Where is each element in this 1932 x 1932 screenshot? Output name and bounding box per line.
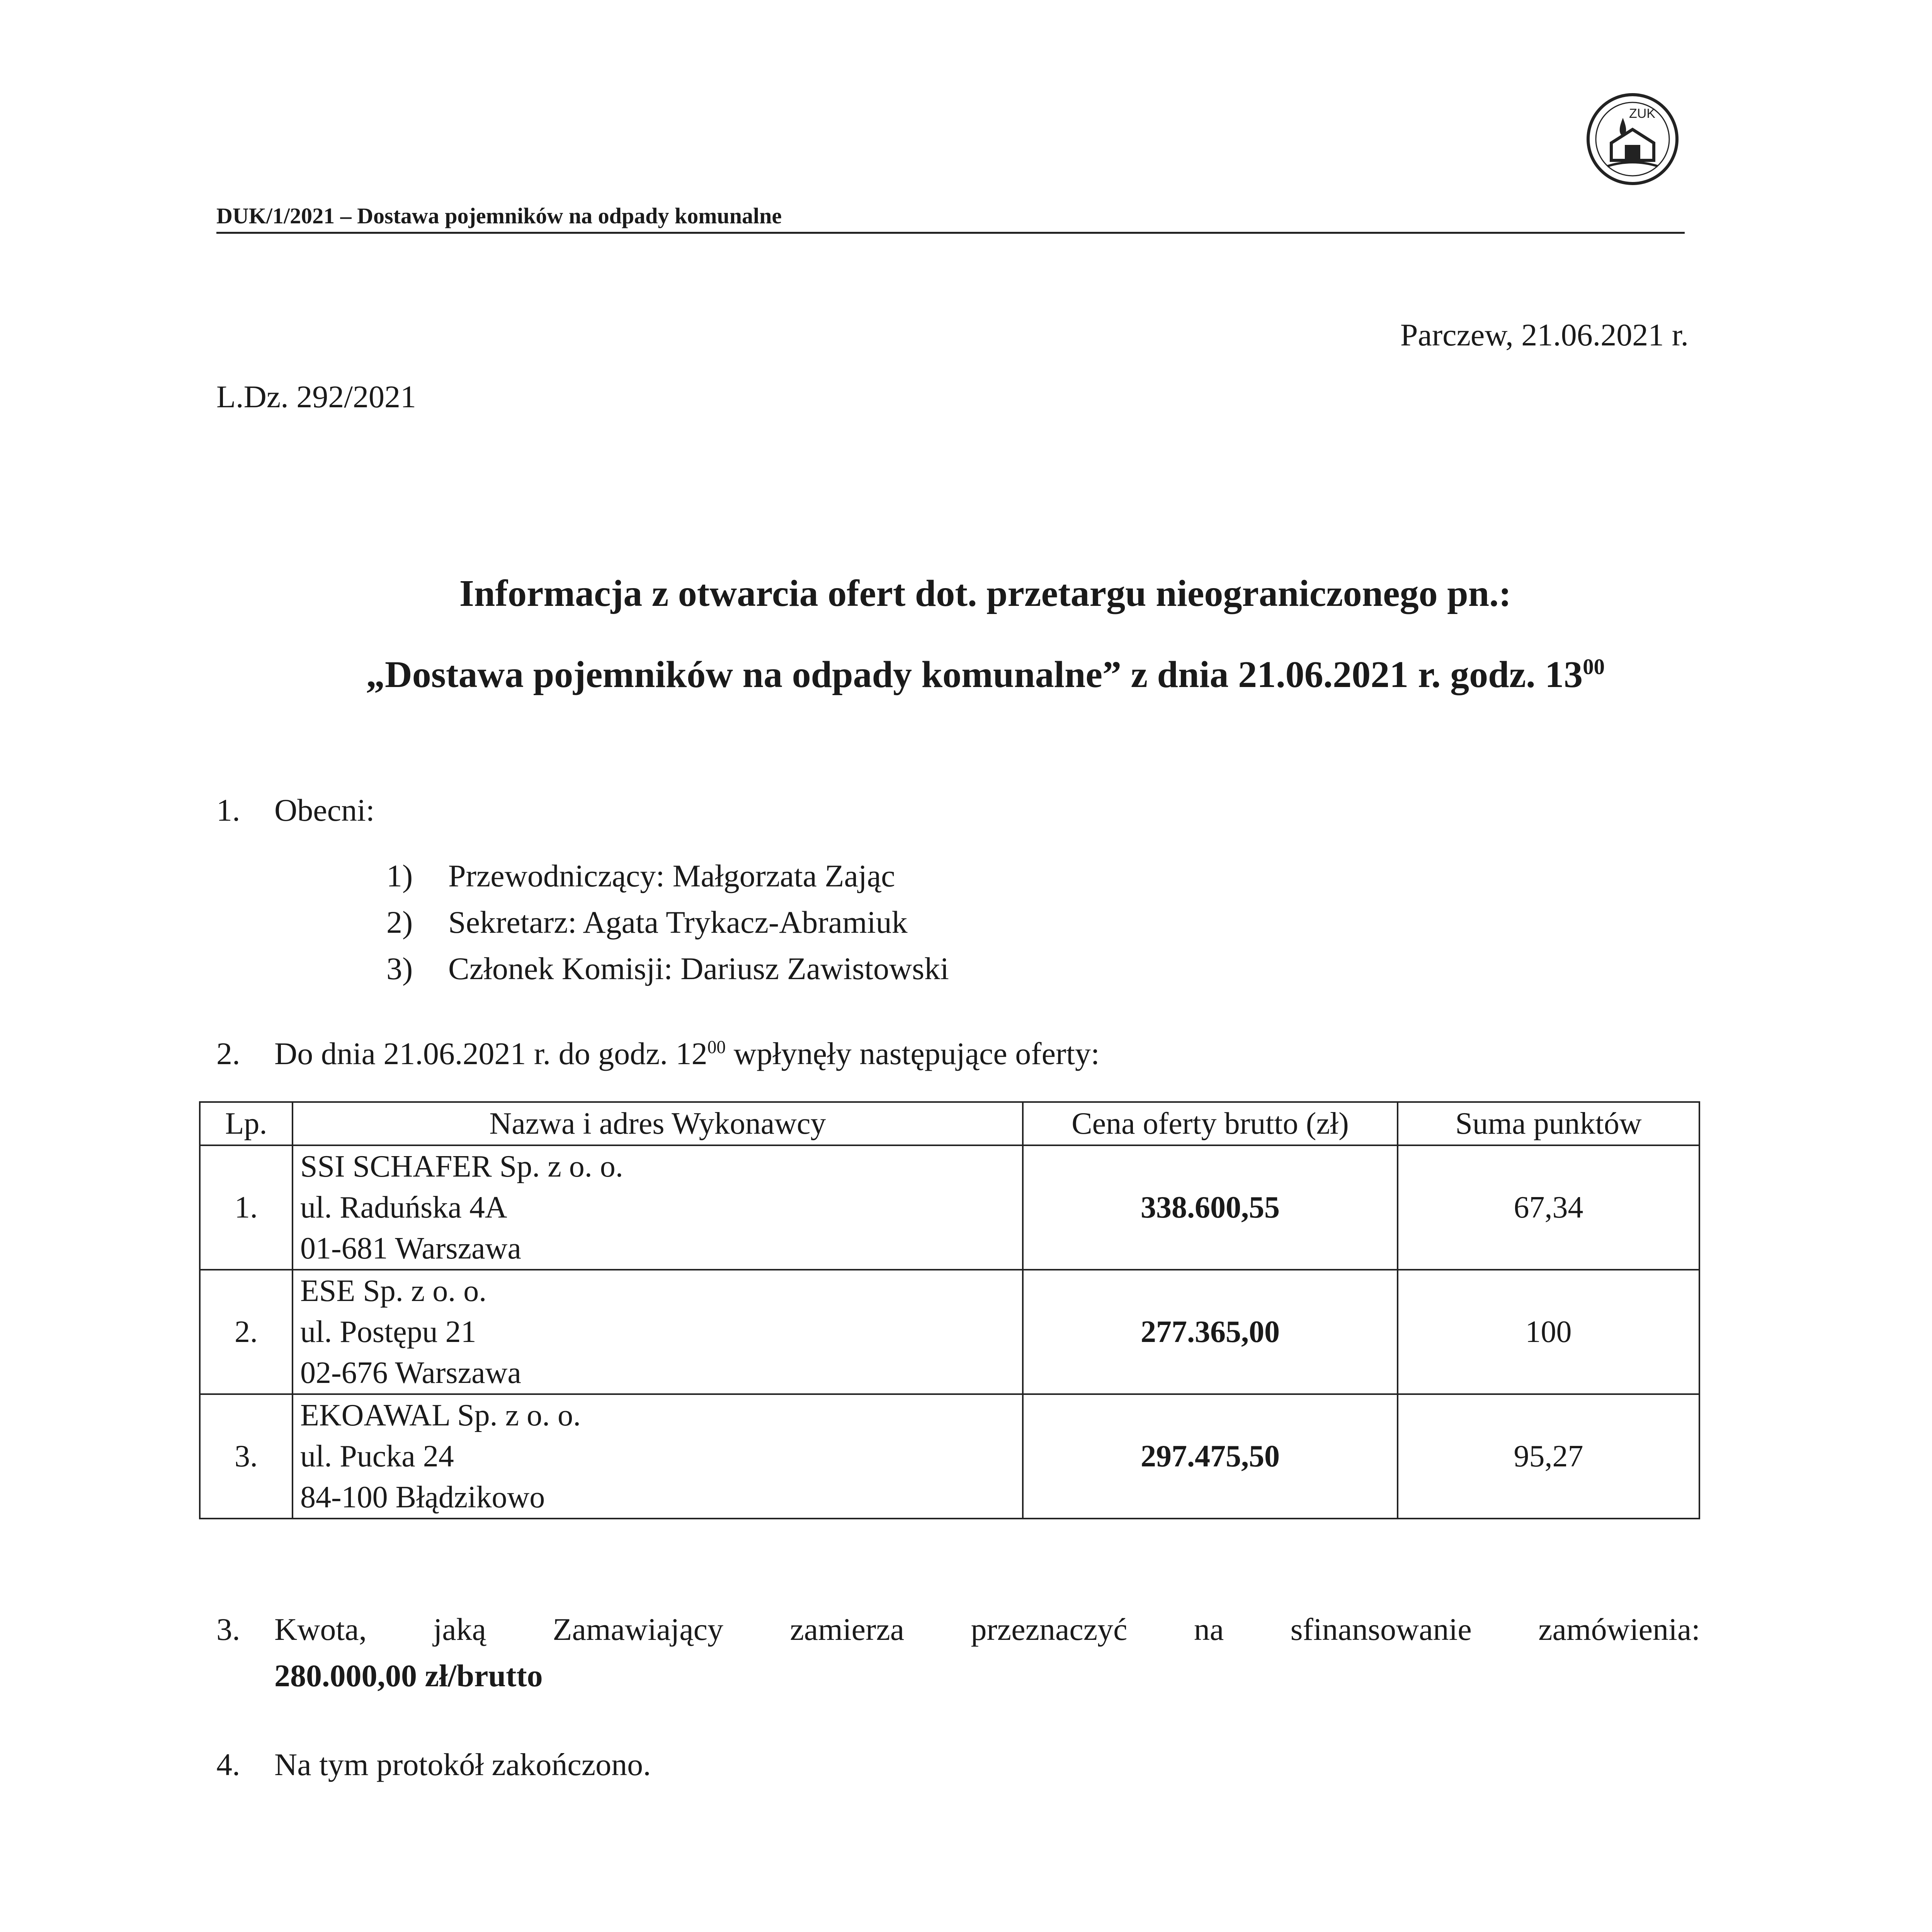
document-reference: DUK/1/2021 – Dostawa pojemników na odpady komunalne bbox=[216, 203, 782, 228]
column-header-lp: Lp. bbox=[200, 1102, 293, 1145]
cell-lp: 3. bbox=[200, 1394, 293, 1519]
svg-text:ZUK: ZUK bbox=[1629, 106, 1655, 121]
cell-points: 100 bbox=[1398, 1270, 1699, 1394]
cell-points: 95,27 bbox=[1398, 1394, 1699, 1519]
header-divider bbox=[216, 232, 1685, 234]
offers-table bbox=[199, 1101, 1700, 1519]
cell-contractor: SSI SCHAFER Sp. z o. o. ul. Raduńska 4A 01-681 Warszawa bbox=[293, 1145, 1023, 1270]
document-title-line-2: „Dostawa pojemników na odpady komunalne” z dnia 21.06.2021 r. godz. $13^{00}$ bbox=[366, 654, 1605, 696]
place-and-date: Parczew, 21.06.2021 r. bbox=[1400, 317, 1689, 352]
company-logo bbox=[1584, 91, 1681, 187]
cell-points: 67,34 bbox=[1398, 1145, 1699, 1270]
column-header-points: Suma punktów bbox=[1398, 1102, 1699, 1145]
table-row bbox=[200, 1270, 1699, 1394]
table-row bbox=[200, 1145, 1699, 1270]
table-header-row bbox=[200, 1102, 1699, 1145]
budget-amount: 280.000,00 zł/brutto bbox=[274, 1658, 543, 1693]
ledger-number: L.Dz. 292/2021 bbox=[216, 379, 416, 414]
column-header-contractor: Nazwa i adres Wykonawcy bbox=[293, 1102, 1023, 1145]
cell-contractor: EKOAWAL Sp. z o. o. ul. Pucka 24 84-100 Błądzikowo bbox=[293, 1394, 1023, 1519]
cell-lp: 2. bbox=[200, 1270, 293, 1394]
cell-price: 297.475,50 bbox=[1023, 1394, 1398, 1519]
column-header-price: Cena oferty brutto (zł) bbox=[1023, 1102, 1398, 1145]
document-title-line-1: Informacja z otwarcia ofert dot. przetargu nieograniczonego pn.: bbox=[459, 573, 1512, 614]
cell-contractor: ESE Sp. z o. o. ul. Postępu 21 02-676 Warszawa bbox=[293, 1270, 1023, 1394]
cell-lp: 1. bbox=[200, 1145, 293, 1270]
cell-price: 338.600,55 bbox=[1023, 1145, 1398, 1270]
table-row bbox=[200, 1394, 1699, 1519]
cell-price: 277.365,00 bbox=[1023, 1270, 1398, 1394]
